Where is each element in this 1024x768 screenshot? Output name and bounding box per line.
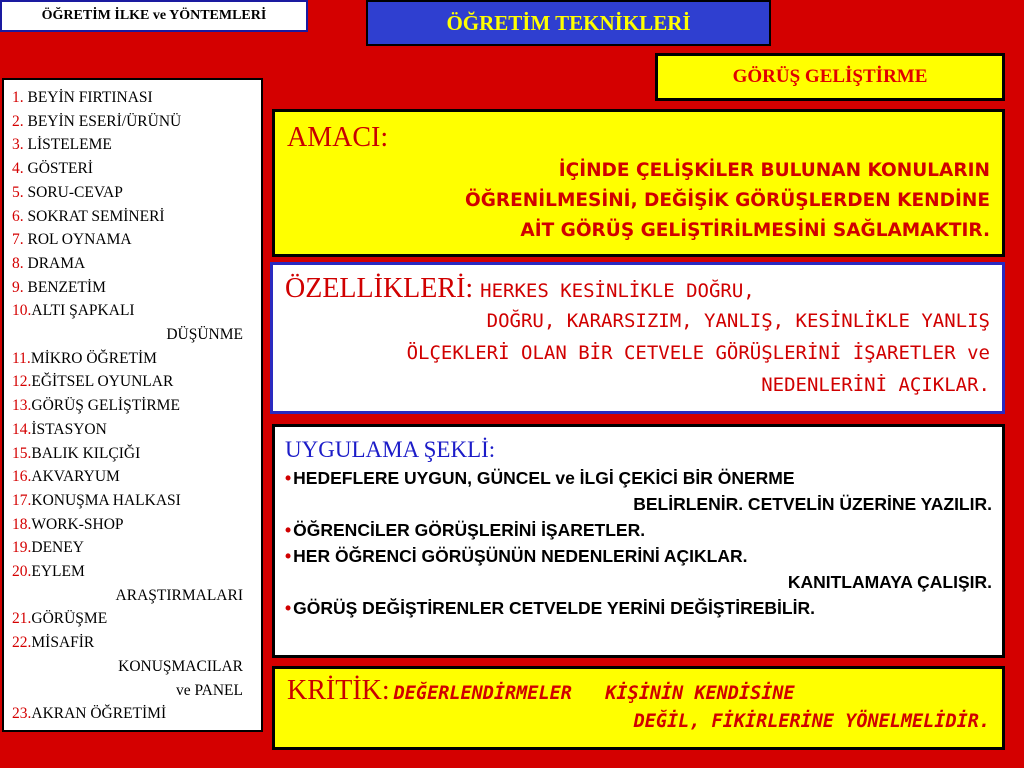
technique-label: KONUŞMACILAR bbox=[118, 657, 243, 675]
bullet-icon: • bbox=[285, 520, 292, 540]
technique-label: WORK-SHOP bbox=[31, 515, 124, 533]
technique-number: 16. bbox=[12, 468, 32, 486]
critical-text: DEĞİL, FİKİRLERİNE YÖNELMELİDİR. bbox=[633, 711, 990, 732]
technique-number: 14. bbox=[12, 420, 32, 438]
application-step bbox=[285, 595, 992, 621]
application-panel bbox=[272, 424, 1005, 658]
purpose-body bbox=[287, 156, 990, 246]
features-line: ÖLÇEKLERİ OLAN BİR CETVELE GÖRÜŞLERİNİ İŞARETLER ve bbox=[406, 342, 990, 364]
technique-number: 22. bbox=[12, 634, 32, 652]
technique-label: MİKRO ÖĞRETİM bbox=[30, 349, 157, 367]
technique-label: DENEY bbox=[31, 539, 84, 557]
purpose-panel bbox=[272, 109, 1005, 257]
technique-subtitle bbox=[655, 53, 1005, 101]
technique-item bbox=[12, 110, 261, 134]
bullet-icon: • bbox=[285, 468, 292, 488]
application-step-text: HER ÖĞRENCİ GÖRÜŞÜNÜN NEDENLERİNİ AÇIKLAR. bbox=[293, 546, 748, 566]
technique-label: İSTASYON bbox=[31, 420, 107, 438]
technique-number: 18. bbox=[12, 515, 32, 533]
technique-label: ALTI ŞAPKALI bbox=[31, 302, 135, 320]
application-step bbox=[285, 465, 992, 491]
technique-label: BALIK KILÇIĞI bbox=[31, 444, 141, 462]
technique-number: 10. bbox=[12, 302, 32, 320]
technique-item bbox=[12, 418, 261, 442]
technique-label: SOKRAT SEMİNERİ bbox=[27, 207, 165, 225]
technique-item bbox=[12, 228, 261, 252]
technique-label: KONUŞMA HALKASI bbox=[31, 491, 181, 509]
technique-item bbox=[12, 702, 261, 726]
technique-item bbox=[12, 299, 261, 323]
category-text: ÖĞRETİM İLKE ve YÖNTEMLERİ bbox=[41, 8, 267, 23]
category-label bbox=[0, 0, 308, 32]
technique-item bbox=[12, 536, 261, 560]
technique-item bbox=[12, 252, 261, 276]
purpose-line: ÖĞRENİLMESİNİ, DEĞİŞİK GÖRÜŞLERDEN KENDİNE bbox=[465, 190, 990, 211]
critical-panel bbox=[272, 666, 1005, 750]
technique-number: 1. bbox=[12, 89, 28, 106]
technique-label: EYLEM bbox=[31, 563, 85, 581]
application-step-text: HEDEFLERE UYGUN, GÜNCEL ve İLGİ ÇEKİCİ BİR ÖNERME bbox=[293, 468, 795, 488]
purpose-heading: AMACI: bbox=[287, 122, 389, 153]
features-heading: ÖZELLİKLERİ: bbox=[285, 273, 474, 304]
application-step-text: GÖRÜŞ DEĞİŞTİRENLER CETVELDE YERİNİ DEĞİŞTİREBİLİR. bbox=[293, 598, 815, 618]
technique-label: MİSAFİR bbox=[31, 634, 95, 652]
technique-item bbox=[12, 442, 261, 466]
technique-number: 12. bbox=[12, 373, 32, 391]
technique-item bbox=[12, 513, 261, 537]
technique-label: AKVARYUM bbox=[31, 468, 120, 486]
technique-label: LİSTELEME bbox=[27, 136, 112, 154]
technique-item bbox=[12, 157, 261, 181]
features-line: DOĞRU, KARARSIZIM, YANLIŞ, KESİNLİKLE YANLIŞ bbox=[486, 310, 990, 332]
technique-label: GÖRÜŞ GELİŞTİRME bbox=[31, 397, 180, 415]
technique-label: SORU-CEVAP bbox=[27, 183, 123, 201]
critical-heading: KRİTİK: bbox=[287, 675, 390, 706]
technique-item bbox=[12, 181, 261, 205]
technique-number: 11. bbox=[12, 349, 31, 367]
technique-number: 6. bbox=[12, 207, 28, 225]
technique-label: ARAŞTIRMALARI bbox=[115, 586, 243, 604]
technique-item bbox=[12, 370, 261, 394]
technique-item-continuation bbox=[12, 323, 261, 347]
bullet-icon: • bbox=[285, 546, 292, 566]
page-title bbox=[366, 0, 771, 46]
technique-item bbox=[12, 276, 261, 300]
technique-number: 19. bbox=[12, 539, 32, 557]
technique-item bbox=[12, 133, 261, 157]
technique-item-continuation bbox=[12, 584, 261, 608]
technique-number: 23. bbox=[12, 705, 32, 723]
technique-number: 2. bbox=[12, 112, 28, 130]
application-steps bbox=[285, 465, 992, 621]
technique-item bbox=[12, 489, 261, 513]
technique-subtitle-text: GÖRÜŞ GELİŞTİRME bbox=[732, 66, 928, 87]
technique-number: 15. bbox=[12, 444, 32, 462]
technique-label: ve PANEL bbox=[175, 681, 243, 699]
technique-item bbox=[12, 86, 261, 110]
page-title-text: ÖĞRETİM TEKNİKLERİ bbox=[446, 11, 691, 35]
critical-first-line bbox=[287, 675, 990, 707]
technique-number: 3. bbox=[12, 136, 28, 154]
technique-label: EĞİTSEL OYUNLAR bbox=[31, 373, 174, 391]
technique-item bbox=[12, 205, 261, 229]
technique-item bbox=[12, 465, 261, 489]
technique-number: 20. bbox=[12, 563, 32, 581]
technique-number: 5. bbox=[12, 183, 28, 201]
purpose-line: AİT GÖRÜŞ GELİŞTİRİLMESİNİ SAĞLAMAKTIR. bbox=[520, 220, 990, 241]
technique-item bbox=[12, 347, 261, 371]
technique-label: DRAMA bbox=[27, 254, 86, 272]
technique-item-continuation bbox=[12, 655, 261, 679]
bullet-icon: • bbox=[285, 598, 292, 618]
techniques-list bbox=[2, 78, 263, 732]
technique-item bbox=[12, 631, 261, 655]
technique-label: DÜŞÜNME bbox=[166, 326, 243, 344]
technique-number: 4. bbox=[12, 160, 28, 178]
technique-label: GÖSTERİ bbox=[27, 160, 93, 178]
technique-item bbox=[12, 607, 261, 631]
application-step bbox=[285, 517, 992, 543]
application-step-continuation: BELİRLENİR. CETVELİN ÜZERİNE YAZILIR. bbox=[633, 494, 992, 514]
features-line: HERKES KESİNLİKLE DOĞRU, bbox=[480, 280, 755, 302]
technique-number: 13. bbox=[12, 397, 32, 415]
features-body bbox=[285, 305, 990, 401]
technique-number: 21. bbox=[12, 610, 32, 628]
technique-number: 8. bbox=[12, 254, 28, 272]
technique-item bbox=[12, 394, 261, 418]
application-step bbox=[285, 543, 992, 569]
features-line: NEDENLERİNİ AÇIKLAR. bbox=[761, 374, 990, 396]
technique-label: GÖRÜŞME bbox=[31, 610, 108, 628]
technique-item bbox=[12, 560, 261, 584]
application-step-continuation: KANITLAMAYA ÇALIŞIR. bbox=[787, 572, 992, 592]
technique-label: ROL OYNAMA bbox=[27, 231, 132, 249]
purpose-line: İÇİNDE ÇELİŞKİLER BULUNAN KONULARIN bbox=[558, 160, 990, 181]
application-step-text: ÖĞRENCİLER GÖRÜŞLERİNİ İŞARETLER. bbox=[293, 520, 646, 540]
technique-item-continuation bbox=[12, 679, 261, 703]
technique-label: BEYİN ESERİ/ÜRÜNÜ bbox=[27, 112, 182, 130]
technique-label: BEYİN FIRTINASI bbox=[27, 89, 153, 106]
features-first-line bbox=[285, 273, 990, 305]
technique-label: BENZETİM bbox=[27, 278, 106, 296]
technique-number: 9. bbox=[12, 278, 28, 296]
technique-label: AKRAN ÖĞRETİMİ bbox=[31, 705, 167, 723]
technique-number: 7. bbox=[12, 231, 28, 249]
critical-text: DEĞERLENDİRMELER KİŞİNİN KENDİSİNE bbox=[393, 683, 795, 704]
technique-number: 17. bbox=[12, 491, 32, 509]
features-panel bbox=[270, 262, 1005, 414]
application-heading: UYGULAMA ŞEKLİ: bbox=[285, 437, 496, 462]
